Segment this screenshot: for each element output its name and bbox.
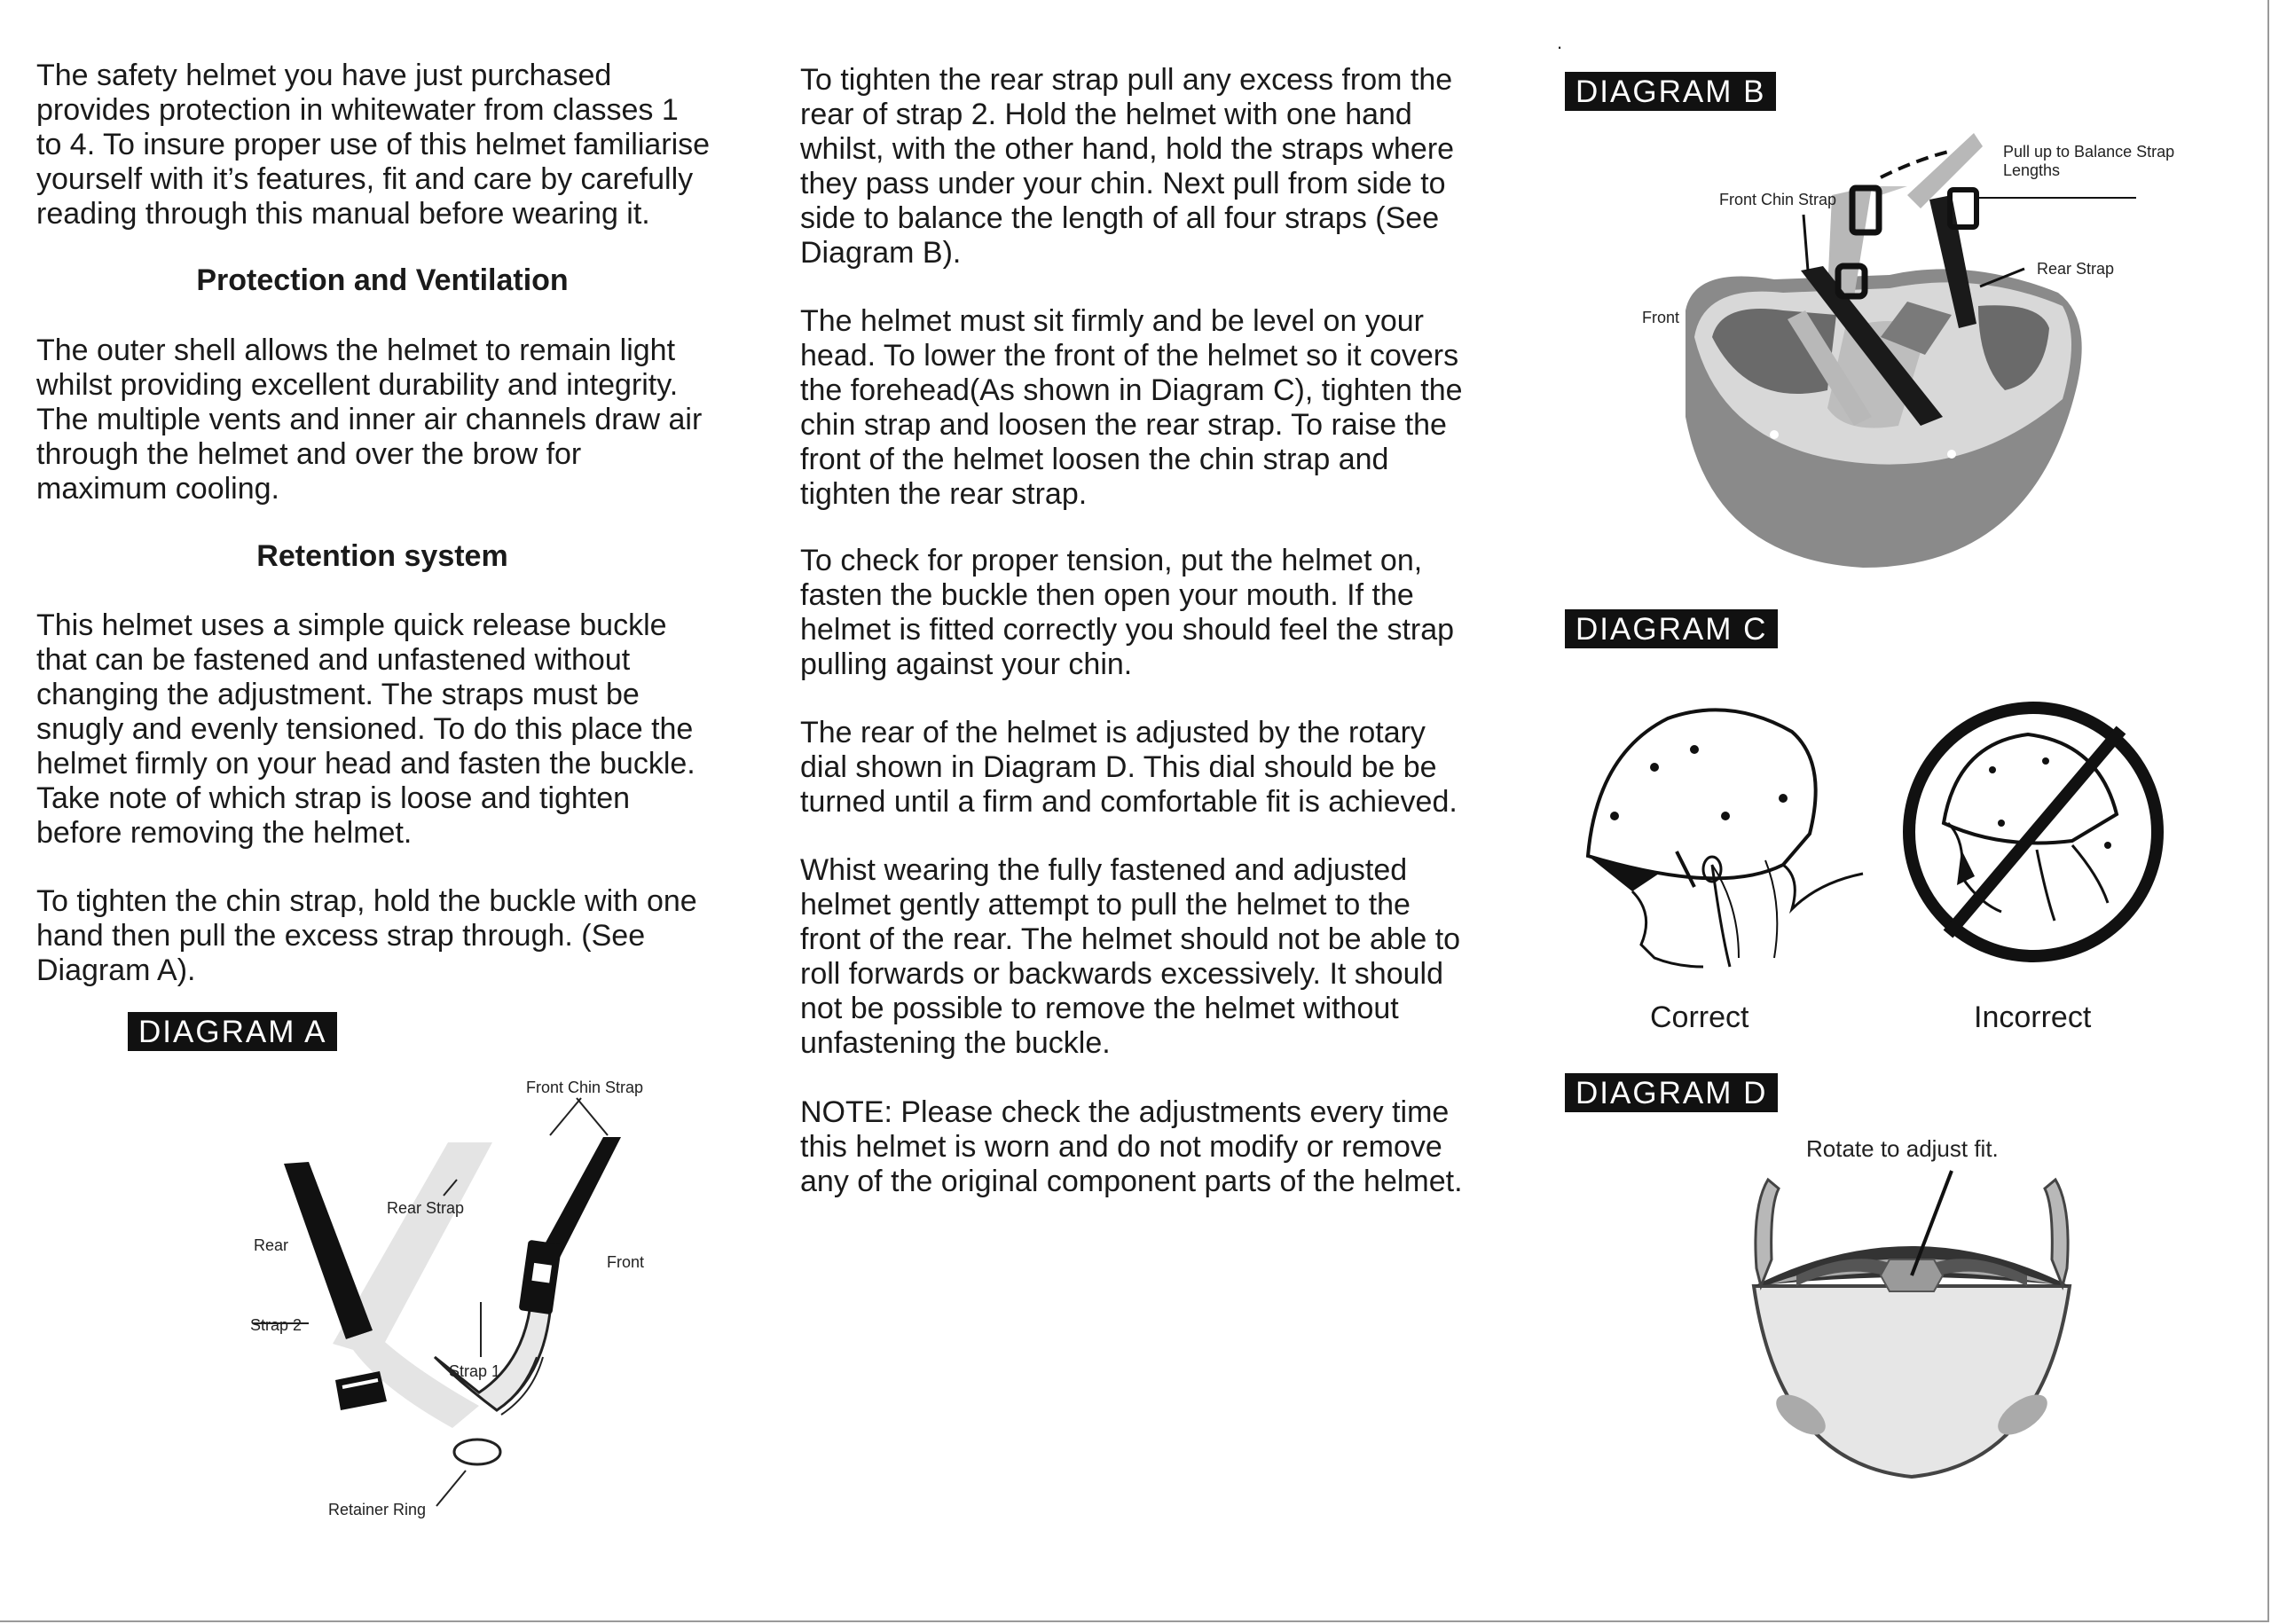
diagram-c-tag: DIAGRAM C <box>1565 609 1778 648</box>
diagram-d-tag: DIAGRAM D <box>1565 1073 1778 1112</box>
diagram-a-strap2-label: Strap 2 <box>250 1316 303 1334</box>
diagram-c-incorrect-caption: Incorrect <box>1974 1000 2092 1034</box>
diagram-a-front-label: Front <box>607 1253 645 1271</box>
protection-paragraph: The outer shell allows the helmet to remain light whilst providing excellent durability and integrity. The multiple vents and inner air channels draw air through the helmet and over the brow for maximum cooling. <box>36 333 703 506</box>
diagram-d-illustration <box>1743 1171 2080 1490</box>
diagram-a-retainer-ring-label: Retainer Ring <box>328 1501 427 1518</box>
chin-strap-paragraph: To tighten the chin strap, hold the buckle with one hand then pull the excess strap through. (See Diagram A). <box>36 884 697 987</box>
rear-dial-paragraph: The rear of the helmet is adjusted by the rotary dial shown in Diagram D. This dial should be be turned until a firm and comfortable fit is achieved. <box>800 716 1458 819</box>
note-paragraph: NOTE: Please check the adjustments every time this helmet is worn and do not modify or remove any of the original component parts of the helmet. <box>800 1095 1463 1198</box>
diagram-c-correct-illustration <box>1579 701 1881 967</box>
diagram-a-front-chin-strap-label: Front Chin Strap <box>526 1079 644 1096</box>
diagram-c-incorrect-illustration <box>1895 699 2172 965</box>
diagram-a-illustration <box>231 1064 648 1526</box>
intro-paragraph: The safety helmet you have just purchased provides protection in whitewater from classes 1 to 4. To insure proper use of this helmet familiarise yourself with it’s features, fit and care by carefully reading through this manual before wearing it. <box>36 59 711 231</box>
diagram-b-illustration <box>1615 124 2182 585</box>
diagram-d-rotate-label: Rotate to adjust fit. <box>1806 1135 1999 1162</box>
sit-firmly-paragraph: The helmet must sit firmly and be level on your head. To lower the front of the helmet so it covers the forehead(As shown in Diagram C), tighten the chin strap and loosen the rear strap. To raise the front of the helmet loosen the chin strap and tighten the rear strap. <box>800 304 1463 511</box>
diagram-a-rear-strap-label: Rear Strap <box>387 1199 465 1217</box>
diagram-b-dot: . <box>1557 31 1563 53</box>
diagram-a-strap1-label: Strap 1 <box>449 1362 501 1380</box>
diagram-b-front-label: Front <box>1642 309 1680 326</box>
heading-retention: Retention system <box>256 539 508 573</box>
diagram-b-tag: DIAGRAM B <box>1565 72 1776 111</box>
diagram-a-rear-label: Rear <box>254 1236 289 1254</box>
heading-protection: Protection and Ventilation <box>196 263 569 297</box>
diagram-b-front-chin-strap-label: Front Chin Strap <box>1719 191 1837 208</box>
diagram-a-tag: DIAGRAM A <box>128 1012 337 1051</box>
diagram-c-correct-caption: Correct <box>1650 1000 1749 1034</box>
whist-paragraph: Whist wearing the fully fastened and adjusted helmet gently attempt to pull the helmet to the front of the rear. The helmet should not be able to roll forwards or backwards excessively. It should not be possible to remove the helmet without unfastening the buckle. <box>800 853 1461 1060</box>
diagram-b-rear-strap-label: Rear Strap <box>2037 260 2115 278</box>
rear-strap-paragraph: To tighten the rear strap pull any excess from the rear of strap 2. Hold the helmet with one hand whilst, with the other hand, hold the straps where they pass under your chin. Next pull from side to side to balance the length of all four straps (See Diagram B). <box>800 63 1455 270</box>
retention-paragraph: This helmet uses a simple quick release buckle that can be fastened and unfastened without changing the adjustment. The straps must be snugly and evenly tensioned. To do this place the helmet firmly on your head and fasten the buckle. Take note of which strap is loose and tighten before removing the helmet. <box>36 608 695 850</box>
diagram-b-pull-up-label: Pull up to Balance Strap Lengths <box>2003 143 2175 179</box>
tension-paragraph: To check for proper tension, put the helmet on, fasten the buckle then open your mouth. If the helmet is fitted correctly you should feel the strap pulling against your chin. <box>800 544 1455 681</box>
